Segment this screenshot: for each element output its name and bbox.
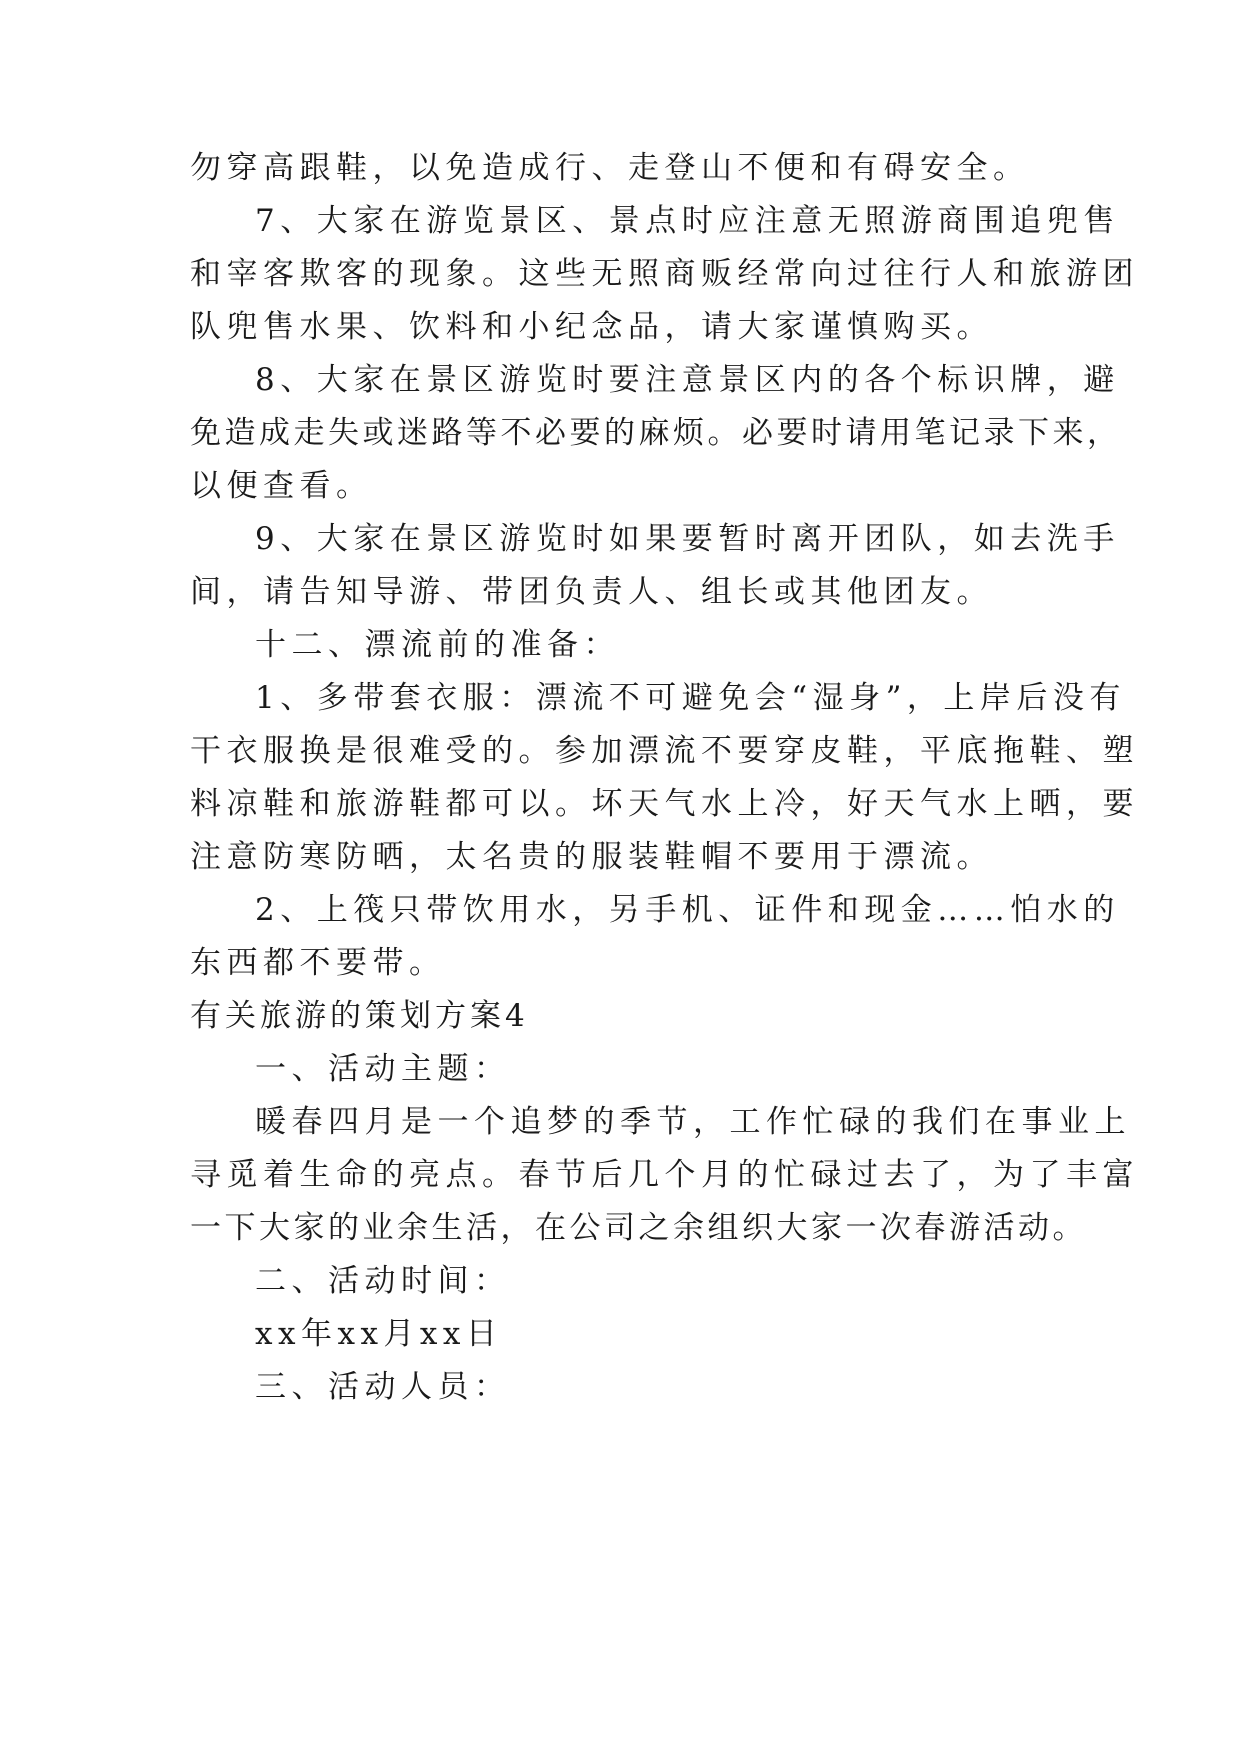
paragraph-line: 2、上筏只带饮用水，另手机、证件和现金……怕水的 bbox=[255, 892, 1120, 928]
paragraph-line: 9、大家在景区游览时如果要暂时离开团队，如去洗手 bbox=[255, 521, 1120, 557]
paragraph-line: 一下大家的业余生活，在公司之余组织大家一次春游活动。 bbox=[190, 1210, 1087, 1246]
paragraph-line: 间，请告知导游、带团负责人、组长或其他团友。 bbox=[190, 574, 993, 610]
paragraph-line: 8、大家在景区游览时要注意景区内的各个标识牌，避 bbox=[255, 362, 1120, 398]
paragraph-line: 免造成走失或迷路等不必要的麻烦。必要时请用笔记录下来， bbox=[190, 415, 1122, 451]
paragraph-line: 和宰客欺客的现象。这些无照商贩经常向过往行人和旅游团 bbox=[190, 256, 1139, 292]
paragraph-line: 寻觅着生命的亮点。春节后几个月的忙碌过去了，为了丰富 bbox=[190, 1157, 1139, 1193]
section-heading: 十二、漂流前的准备： bbox=[255, 627, 620, 663]
section-heading: 一、活动主题： bbox=[255, 1051, 511, 1087]
paragraph-line: 注意防寒防晒，太名贵的服装鞋帽不要用于漂流。 bbox=[190, 839, 993, 875]
paragraph-line: 队兜售水果、饮料和小纪念品，请大家谨慎购买。 bbox=[190, 309, 993, 345]
paragraph-line: 干衣服换是很难受的。参加漂流不要穿皮鞋，平底拖鞋、塑 bbox=[190, 733, 1139, 769]
document-title: 有关旅游的策划方案4 bbox=[190, 998, 529, 1034]
section-heading: 三、活动人员： bbox=[255, 1369, 511, 1405]
date-line: xx年xx月xx日 bbox=[255, 1316, 503, 1352]
paragraph-line: 1、多带套衣服：漂流不可避免会“湿身”，上岸后没有 bbox=[255, 680, 1126, 716]
paragraph-line: 勿穿高跟鞋，以免造成行、走登山不便和有碍安全。 bbox=[190, 150, 1030, 186]
paragraph-line: 料凉鞋和旅游鞋都可以。坏天气水上冷，好天气水上晒，要 bbox=[190, 786, 1139, 822]
paragraph-line: 以便查看。 bbox=[190, 468, 373, 504]
paragraph-line: 暖春四月是一个追梦的季节，工作忙碌的我们在事业上 bbox=[255, 1104, 1131, 1140]
section-heading: 二、活动时间： bbox=[255, 1263, 511, 1299]
paragraph-line: 7、大家在游览景区、景点时应注意无照游商围追兜售 bbox=[255, 203, 1120, 239]
paragraph-line: 东西都不要带。 bbox=[190, 945, 446, 981]
